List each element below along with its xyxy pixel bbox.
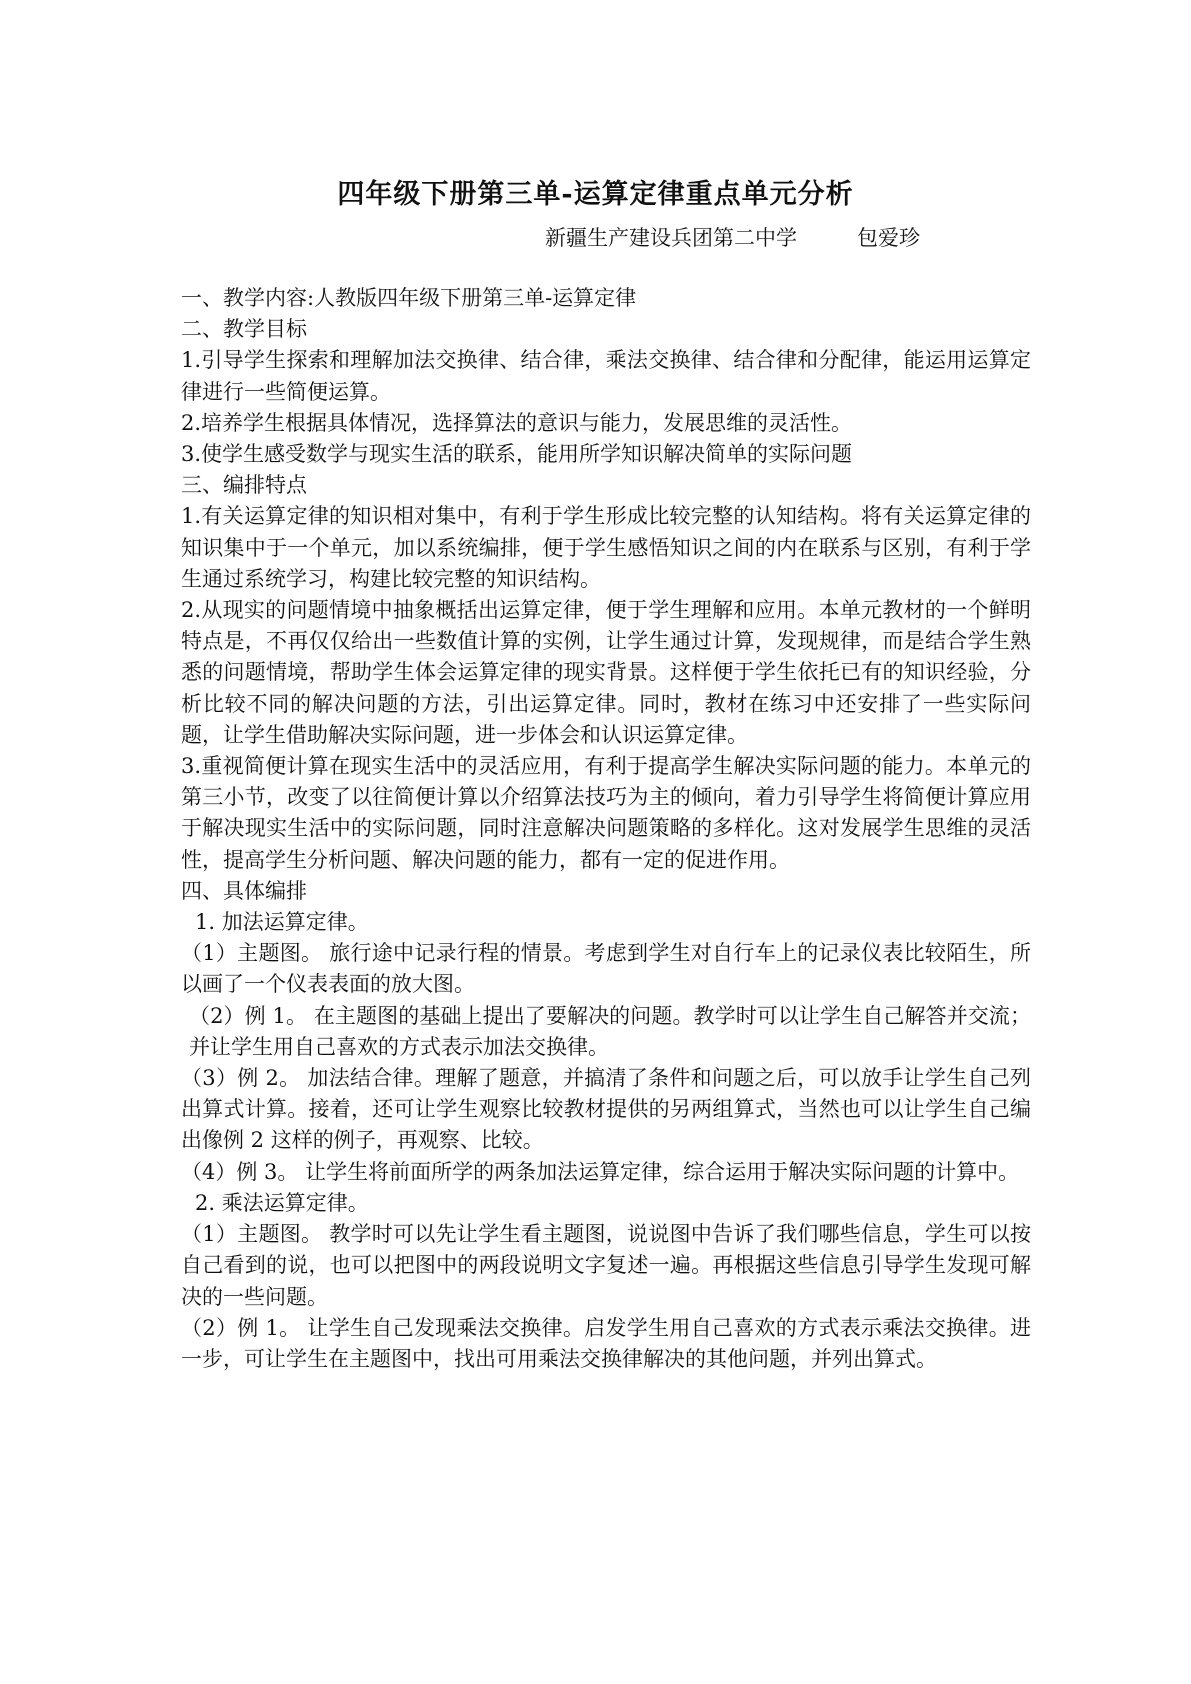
paragraph: 1.有关运算定律的知识相对集中，有利于学生形成比较完整的认知结构。将有关运算定律的知识集中于一个单元，加以系统编排，便于学生感悟知识之间的内在联系与区别，有利于学生通过系统学习，构建比较完整的知识结构。 [181, 504, 1031, 591]
paragraph: 2.培养学生根据具体情况，选择算法的意识与能力，发展思维的灵活性。 [181, 410, 853, 435]
section-heading: 一、教学内容:人教版四年级下册第三单-运算定律 [181, 286, 637, 310]
paragraph: 3.重视简便计算在现实生活中的灵活应用，有利于提高学生解决实际问题的能力。本单元的第三小节，改变了以往简便计算以介绍算法技巧为主的倾向，着力引导学生将简便计算应用于解决现实生活中的实际问题，同时注意解决问题策略的多样化。这对发展学生思维的灵活性，提高学生分析问题、解决问题的能力，都有一定的促进作用。 [181, 754, 1031, 872]
author-line [545, 222, 920, 252]
paragraph: 2.从现实的问题情境中抽象概括出运算定律，便于学生理解和应用。本单元教材的一个鲜明特点是，不再仅仅给出一些数值计算的实例，让学生通过计算，发现规律，而是结合学生熟悉的问题情境，帮助学生体会运算定律的现实背景。这样便于学生依托已有的知识经验，分析比较不同的解决问题的方法，引出运算定律。同时，教材在练习中还安排了一些实际问题，让学生借助解决实际问题，进一步体会和认识运算定律。 [181, 598, 1031, 747]
document-body [181, 283, 1031, 1375]
author-name: 包爱珍 [857, 226, 920, 250]
paragraph: （2）例 1。 在主题图的基础上提出了要解决的问题。教学时可以让学生自己解答并交流；并让学生用自己喜欢的方式表示加法交换律。 [189, 1003, 1031, 1059]
paragraph: （3）例 2。 加法结合律。理解了题意，并搞清了条件和问题之后，可以放手让学生自己列出算式计算。接着，还可让学生观察比较教材提供的另两组算式，当然也可以让学生自己编出像例 2 这样的例子，再观察、比较。 [181, 1066, 1031, 1153]
paragraph: （2）例 1。 让学生自己发现乘法交换律。启发学生用自己喜欢的方式表示乘法交换律。进一步，可让学生在主题图中，找出可用乘法交换律解决的其他问题，并列出算式。 [181, 1315, 1031, 1371]
paragraph: 3.使学生感受数学与现实生活的联系，能用所学知识解决简单的实际问题 [181, 442, 853, 467]
subsection-heading: 2. 乘法运算定律。 [195, 1190, 369, 1215]
subsection-heading: 1. 加法运算定律。 [195, 910, 369, 935]
paragraph: 1.引导学生探索和理解加法交换律、结合律，乘法交换律、结合律和分配律，能运用运算定律进行一些简便运算。 [181, 348, 1031, 404]
paragraph: （1）主题图。 教学时可以先让学生看主题图，说说图中告诉了我们哪些信息，学生可以按自己看到的说，也可以把图中的两段说明文字复述一遍。再根据这些信息引导学生发现可解决的一些问题。 [181, 1222, 1031, 1309]
school-name: 新疆生产建设兵团第二中学 [545, 226, 797, 250]
paragraph: （1）主题图。 旅行途中记录行程的情景。考虑到学生对自行车上的记录仪表比较陌生，所以画了一个仪表表面的放大图。 [181, 941, 1031, 997]
section-heading: 三、编排特点 [181, 473, 307, 498]
section-heading: 四、具体编排 [181, 878, 307, 903]
section-heading: 二、教学目标 [181, 317, 307, 342]
paragraph: （4）例 3。 让学生将前面所学的两条加法运算定律，综合运用于解决实际问题的计算中。 [181, 1159, 1020, 1184]
document-title: 四年级下册第三单-运算定律重点单元分析 [337, 179, 854, 210]
